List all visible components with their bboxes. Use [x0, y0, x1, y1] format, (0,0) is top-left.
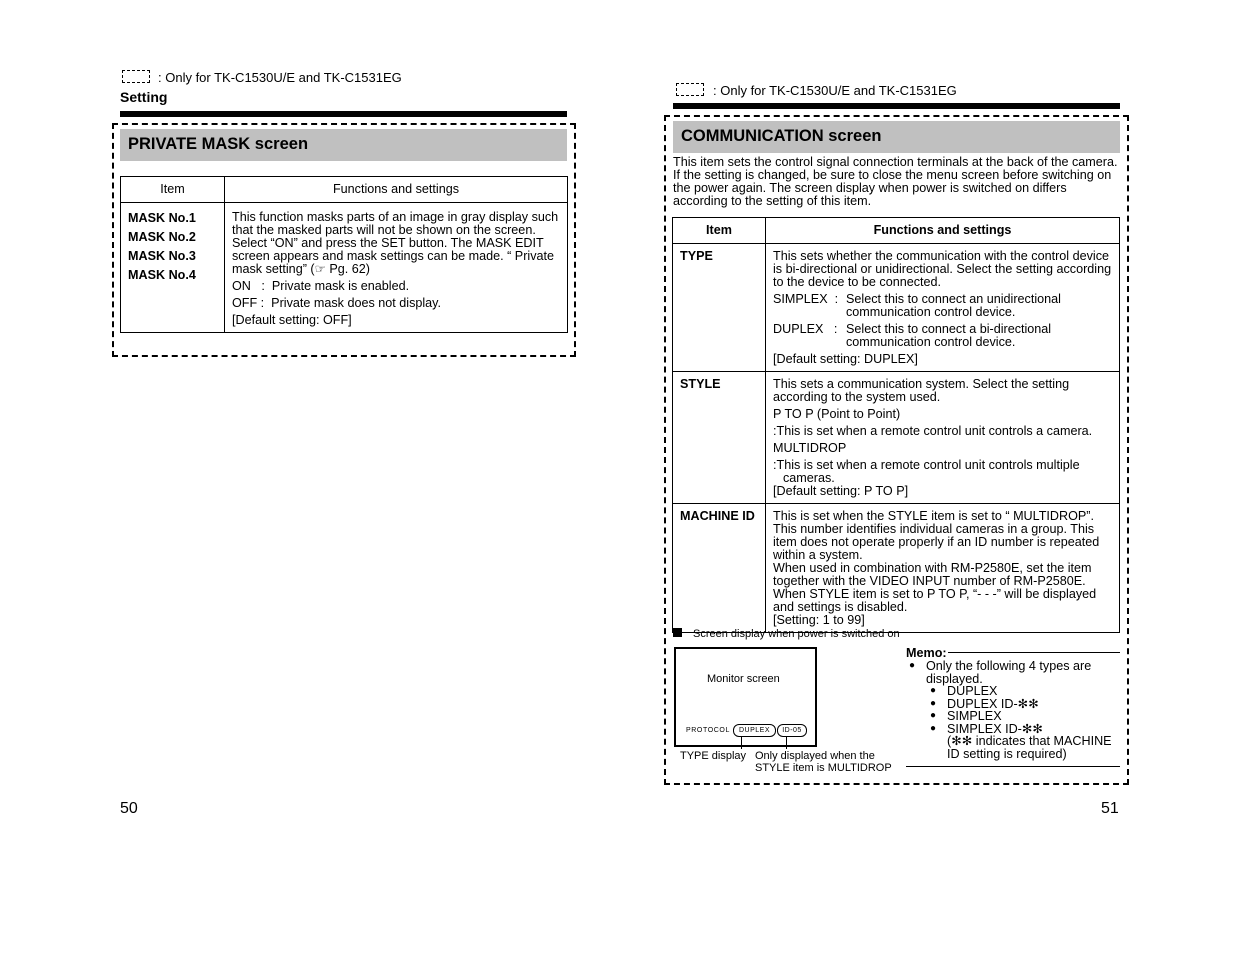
section-rule	[673, 103, 1120, 109]
section-title: Setting	[120, 89, 168, 105]
machine-id-desc-2: When used in combination with RM-P2580E, set the item together with the VIDEO INPUT number of RM-P2580E. When STYLE item is set to P TO P, “- - -” will be displayed and settings is disabled.	[773, 561, 1097, 614]
square-bullet-icon	[673, 628, 682, 637]
memo-item-duplex: ● DUPLEX	[947, 685, 1120, 698]
table-row	[121, 203, 568, 333]
mask-item-3: MASK No.3	[128, 249, 196, 263]
mask-functions-cell	[225, 203, 568, 333]
communication-heading: COMMUNICATION screen	[673, 121, 1120, 153]
memo-item-simplex: ● SIMPLEX	[947, 710, 1120, 723]
memo-footnote: (✻✻ indicates that MACHINE ID setting is required)	[947, 734, 1112, 761]
id-display-caption: Only displayed when the STYLE item is MULTIDROP	[755, 750, 892, 774]
mask-item-4: MASK No.4	[128, 268, 196, 282]
monitor-label: Monitor screen	[707, 673, 780, 685]
table-header-row	[121, 177, 568, 203]
private-mask-heading: PRIVATE MASK screen	[120, 129, 567, 161]
mask-off-option: OFF : Private mask does not display.	[232, 296, 442, 310]
duplex-option	[773, 323, 1113, 349]
type-display-caption: TYPE display	[680, 750, 747, 762]
simplex-option	[773, 293, 1113, 319]
style-default: [Default setting: P TO P]	[773, 484, 909, 498]
mask-item-1: MASK No.1	[128, 211, 196, 225]
mask-item-2: MASK No.2	[128, 230, 196, 244]
column-header-functions: Functions and settings	[766, 218, 1120, 244]
model-note: : Only for TK-C1530U/E and TK-C1531EG	[158, 70, 402, 85]
machine-id-item: MACHINE ID	[673, 504, 766, 633]
screen-caption: Screen display when power is switched on	[693, 628, 900, 640]
machine-id-functions	[766, 504, 1120, 633]
multidrop-desc: :This is set when a remote control unit controls multiple cameras.	[773, 458, 1080, 485]
style-desc: This sets a communication system. Select the setting according to the system used.	[773, 377, 1070, 404]
type-functions	[766, 244, 1120, 372]
ptop-desc: :This is set when a remote control unit controls a camera.	[773, 424, 1093, 438]
memo-item-duplex-id: ● DUPLEX ID-✻✻	[947, 698, 1120, 711]
column-header-item: Item	[673, 218, 766, 244]
dashed-box-icon	[122, 70, 150, 83]
id-pill: ID-05	[777, 724, 807, 737]
table-row	[673, 372, 1120, 504]
memo-title: Memo:	[906, 646, 947, 660]
table-header-row	[673, 218, 1120, 244]
dashed-box-icon	[676, 83, 704, 96]
mask-on-option: ON : Private mask is enabled.	[232, 279, 410, 293]
simplex-text: Select this to connect an unidirectional communication control device.	[846, 292, 1061, 319]
memo-top-rule	[948, 652, 1120, 653]
ptop-option: P TO P (Point to Point)	[773, 407, 901, 421]
type-item: TYPE	[673, 244, 766, 372]
page-number-left: 50	[120, 800, 138, 817]
page-number-right: 51	[1101, 800, 1119, 817]
mask-default: [Default setting: OFF]	[232, 313, 352, 327]
communication-intro: This item sets the control signal connection terminals at the back of the camera. If the setting is changed, be sure to close the menu screen before switching on the power again. The screen display when power is switched on differs according to the setting of this item.	[673, 155, 1118, 208]
simplex-label: SIMPLEX :	[773, 292, 839, 306]
type-desc: This sets whether the communication with the control device is bi-directional or unidirectional. Select the setting according to the device to be connected.	[773, 249, 1112, 289]
duplex-text: Select this to connect a bi-directional communication control device.	[846, 322, 1052, 349]
private-mask-table	[120, 176, 568, 333]
style-functions	[766, 372, 1120, 504]
memo-lead: ● Only the following 4 types are displayed.	[926, 660, 1120, 685]
mask-items-cell	[121, 203, 225, 333]
style-item: STYLE	[673, 372, 766, 504]
mask-desc-1: This function masks parts of an image in gray display such that the masked parts will not be shown on the screen.	[232, 210, 559, 237]
model-note: : Only for TK-C1530U/E and TK-C1531EG	[713, 83, 957, 98]
section-rule	[120, 111, 567, 117]
duplex-label: DUPLEX :	[773, 322, 838, 336]
memo-bottom-rule	[906, 766, 1120, 767]
type-default: [Default setting: DUPLEX]	[773, 352, 918, 366]
mask-desc-2: Select “ON” and press the SET button. The MASK EDIT screen appears and mask settings can be made. “ Private mask setting” (☞ Pg. 62)	[232, 236, 555, 276]
memo-list	[926, 685, 1120, 760]
type-leader-line	[741, 737, 742, 749]
id-leader-line	[786, 737, 787, 749]
protocol-label: PROTOCOL	[686, 727, 730, 734]
duplex-pill: DUPLEX	[733, 724, 776, 737]
machine-id-setting: [Setting: 1 to 99]	[773, 613, 865, 627]
multidrop-option: MULTIDROP	[773, 441, 847, 455]
column-header-functions: Functions and settings	[225, 177, 568, 203]
memo-item-simplex-id: ● SIMPLEX ID-✻✻	[947, 723, 1120, 736]
table-row	[673, 504, 1120, 633]
memo-body	[926, 660, 1120, 760]
column-header-item: Item	[121, 177, 225, 203]
machine-id-desc-1: This is set when the STYLE item is set to “ MULTIDROP”. This number identifies individual cameras in a group. This item does not operate properly if an ID number is repeated within a system.	[773, 509, 1100, 562]
communication-table	[672, 217, 1120, 633]
table-row	[673, 244, 1120, 372]
